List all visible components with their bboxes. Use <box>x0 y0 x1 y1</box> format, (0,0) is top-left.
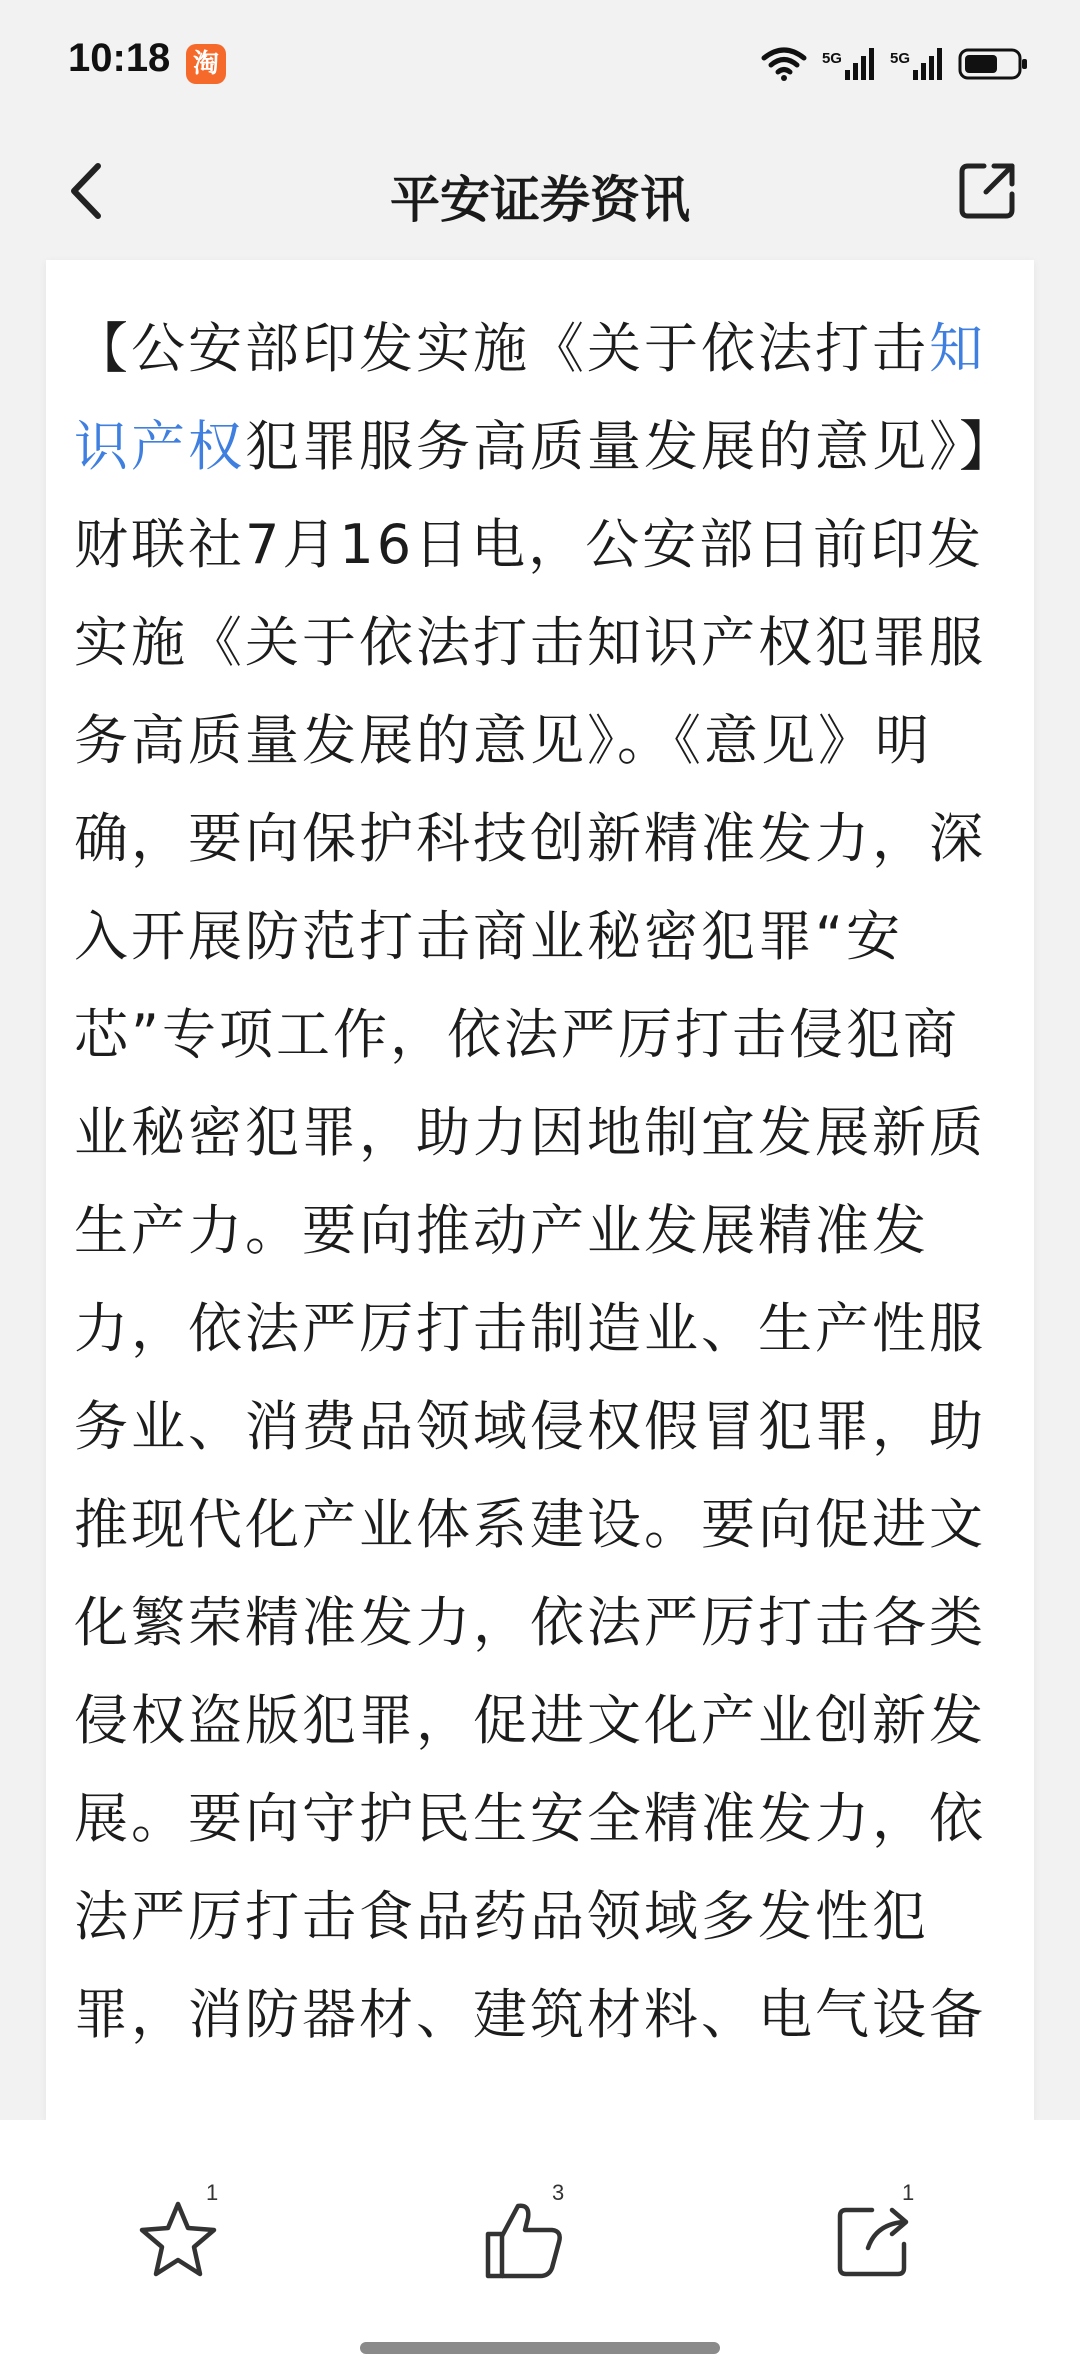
signal-icon <box>912 46 944 82</box>
signal-label-2: 5G <box>889 50 910 67</box>
keyword-link[interactable]: 知识产权 <box>74 317 986 478</box>
status-time: 10:18 <box>68 36 171 80</box>
share-count: 1 <box>902 2180 915 2205</box>
share-icon <box>832 2198 916 2282</box>
home-indicator[interactable] <box>360 2342 720 2354</box>
battery-icon <box>958 46 1030 82</box>
signal-group-2 <box>890 46 944 82</box>
signal-group-1 <box>822 46 876 82</box>
status-bar <box>0 0 1080 130</box>
star-icon <box>136 2198 220 2282</box>
article-card <box>46 260 1034 2120</box>
like-button[interactable] <box>472 2180 592 2300</box>
share-external-button[interactable] <box>956 158 1020 222</box>
status-icons <box>760 40 1030 88</box>
favorite-button[interactable] <box>126 2180 246 2300</box>
share-external-icon <box>956 158 1020 222</box>
article-text-intro: 【公安部印发实施《关于依法打击 <box>74 317 929 380</box>
wifi-icon <box>760 46 808 82</box>
page-title: 平安证券资讯 <box>390 171 690 229</box>
signal-icon <box>844 46 876 82</box>
share-button[interactable] <box>822 2180 942 2300</box>
article-body <box>74 300 1012 2064</box>
thumbs-up-icon <box>482 2198 566 2282</box>
favorite-count: 1 <box>206 2180 219 2205</box>
signal-label-1: 5G <box>821 50 842 67</box>
taobao-icon: 淘 <box>186 44 226 84</box>
bottom-action-bar <box>0 2120 1080 2376</box>
nav-bar <box>0 130 1080 252</box>
article-text-main: 犯罪服务高质量发展的意见》】财联社7月16日电，公安部日前印发实施《关于依法打击知识产权犯罪服务高质量发展的意见》。《意见》明确，要向保护科技创新精准发力，深入开展防范打击商业秘密犯罪“安芯”专项工作，依法严厉打击侵犯商业秘密犯罪，助力因地制宜发展新质生产力。要向推动产业发展精准发力，依法严厉打击制造业、生产性服务业、消费品领域侵权假冒犯罪，助推现代化产业体系建设。要向促进文化繁荣精准发力，依法严厉打击各类侵权盗版犯罪，促进文化产业创新发展。要向守护民生安全精准发力，依法严厉打击食品药品领域多发性犯罪，消防器材、建筑材料、电气设备 <box>74 415 989 2046</box>
like-count: 3 <box>552 2180 565 2205</box>
